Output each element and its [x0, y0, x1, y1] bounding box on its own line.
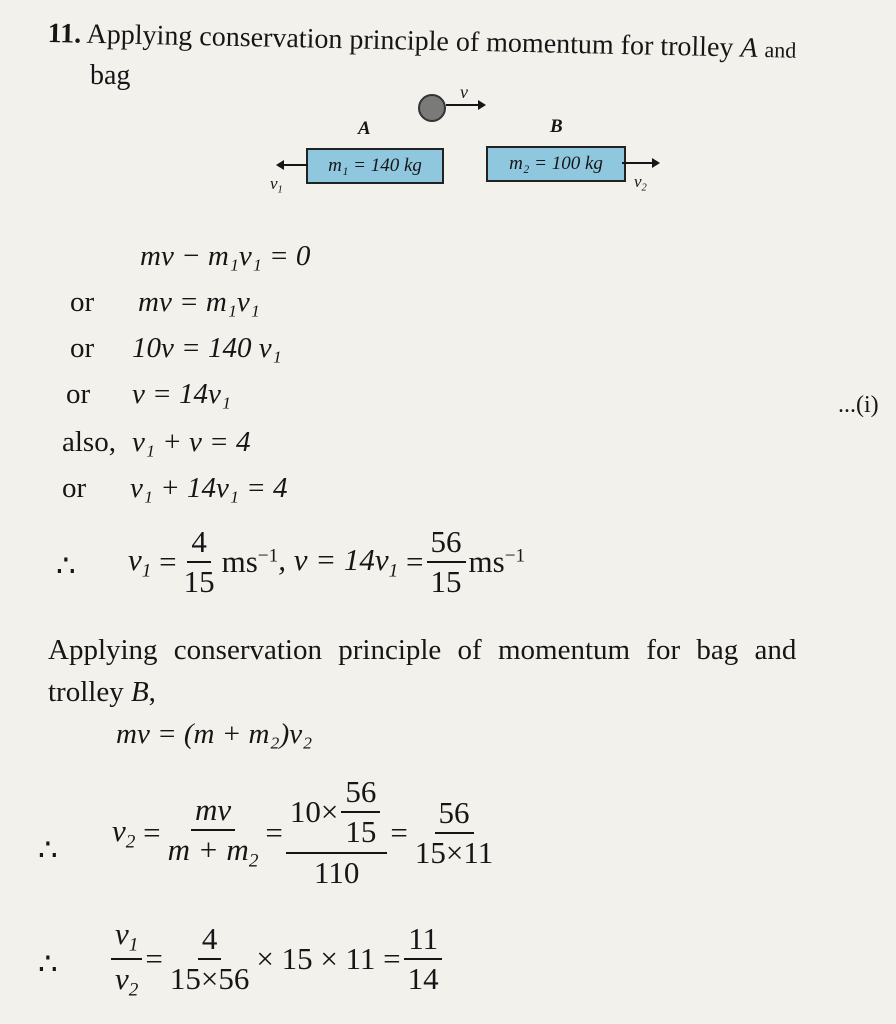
result-3-fraction-b: $\frac{4}{15\times 56}$	[169, 921, 250, 996]
or-1: or	[70, 286, 95, 318]
ball-velocity-label: v	[460, 82, 468, 102]
therefore-3: ∴	[38, 946, 58, 981]
or-3: or	[66, 378, 91, 410]
v2-label: $v_2$	[634, 172, 647, 194]
or-4: or	[62, 472, 87, 504]
result-1-unit-a: $ms^{-1}$	[221, 544, 279, 580]
also-label: also,	[62, 426, 116, 458]
trolley-b-mass: m₂ = 100 kg	[509, 153, 603, 174]
result-3-fraction-a: $\frac{v_1}{v_2}$	[111, 918, 142, 1001]
equation-3: 10v = 140 v₁	[132, 332, 282, 364]
trolley-b-label: B	[550, 116, 563, 137]
trolley-a-label: A	[358, 118, 371, 139]
result-3-fraction-c: $\frac{11}{14}$	[404, 923, 443, 995]
therefore-1: ∴	[56, 548, 76, 583]
v2-arrow	[622, 156, 660, 170]
v1-arrow	[276, 158, 308, 172]
result-2-inner-fraction: $\frac{56}{15}$	[341, 776, 380, 848]
result-2-fraction-c: $\frac{56}{15\times 11}$	[414, 794, 494, 870]
result-2-fraction-a: $\frac{mv}{m + m_2}$	[167, 792, 259, 872]
momentum-figure	[250, 82, 670, 198]
trolley-b-box	[486, 146, 626, 182]
section2-line2: trolley B,	[48, 676, 156, 708]
or-2: or	[70, 332, 95, 364]
result-1-mid: , $v = 14v_1$	[278, 541, 399, 582]
result-1: $v_1$ = $\frac{4}{15}$ $ms^{-1}$ , $v = 14v_1$ = $\frac{56}{15}$ $ms^{-1}$	[128, 524, 526, 599]
equation-2: mv = m₁v₁	[138, 286, 260, 318]
result-3-multiplier: × 15 × 11	[256, 941, 376, 977]
result-3: $\frac{v_1}{v_2}$ = $\frac{4}{15\times 56}$ × 15 × 11 = $\frac{11}{14}$	[108, 918, 446, 1001]
result-1-lhs: $v_1$	[128, 541, 152, 582]
bag-ball	[418, 94, 446, 122]
problem-title: Applying conservation principle of momentum for trolley	[86, 18, 734, 64]
equation-4: v = 14v₁	[132, 378, 231, 410]
result-1-fraction-b: $\frac{56}{15}$	[427, 526, 466, 598]
trolley-a-box	[306, 148, 444, 184]
therefore-2: ∴	[38, 832, 58, 867]
problem-title-line2: bag	[90, 60, 131, 91]
result-2-fraction-b: 10× $\frac{56}{15}$ 110	[286, 776, 387, 890]
section2-equation: mv = (m + m₂)v₂	[116, 718, 313, 750]
result-2-lhs: $v_2$	[112, 812, 136, 853]
equation-6: v₁ + 14v₁ = 4	[130, 472, 288, 504]
problem-number: 11.	[47, 18, 82, 50]
equation-1: mv − m₁v₁ = 0	[140, 240, 311, 272]
trolley-a-mass: m₁ = 140 kg	[328, 155, 422, 176]
result-1-fraction-a: $\frac{4}{15}$	[183, 524, 215, 599]
result-2: $v_2$ = $\frac{mv}{m + m_2}$ = 10× $\frac{56}{15}$ 110 = $\frac{56}{15\times 11}$	[112, 768, 500, 898]
section2-line1: Applying conservation principle of momentum for bag and	[48, 634, 797, 666]
result-1-unit-b: $ms^{-1}$	[468, 544, 526, 580]
problem-title-and: and	[764, 37, 797, 63]
problem-heading	[47, 18, 796, 66]
equation-5: v₁ + v = 4	[132, 426, 251, 458]
v1-label: $v_1$	[270, 174, 283, 196]
problem-title-var: A	[740, 32, 758, 64]
equation-tag: ...(i)	[838, 392, 879, 418]
